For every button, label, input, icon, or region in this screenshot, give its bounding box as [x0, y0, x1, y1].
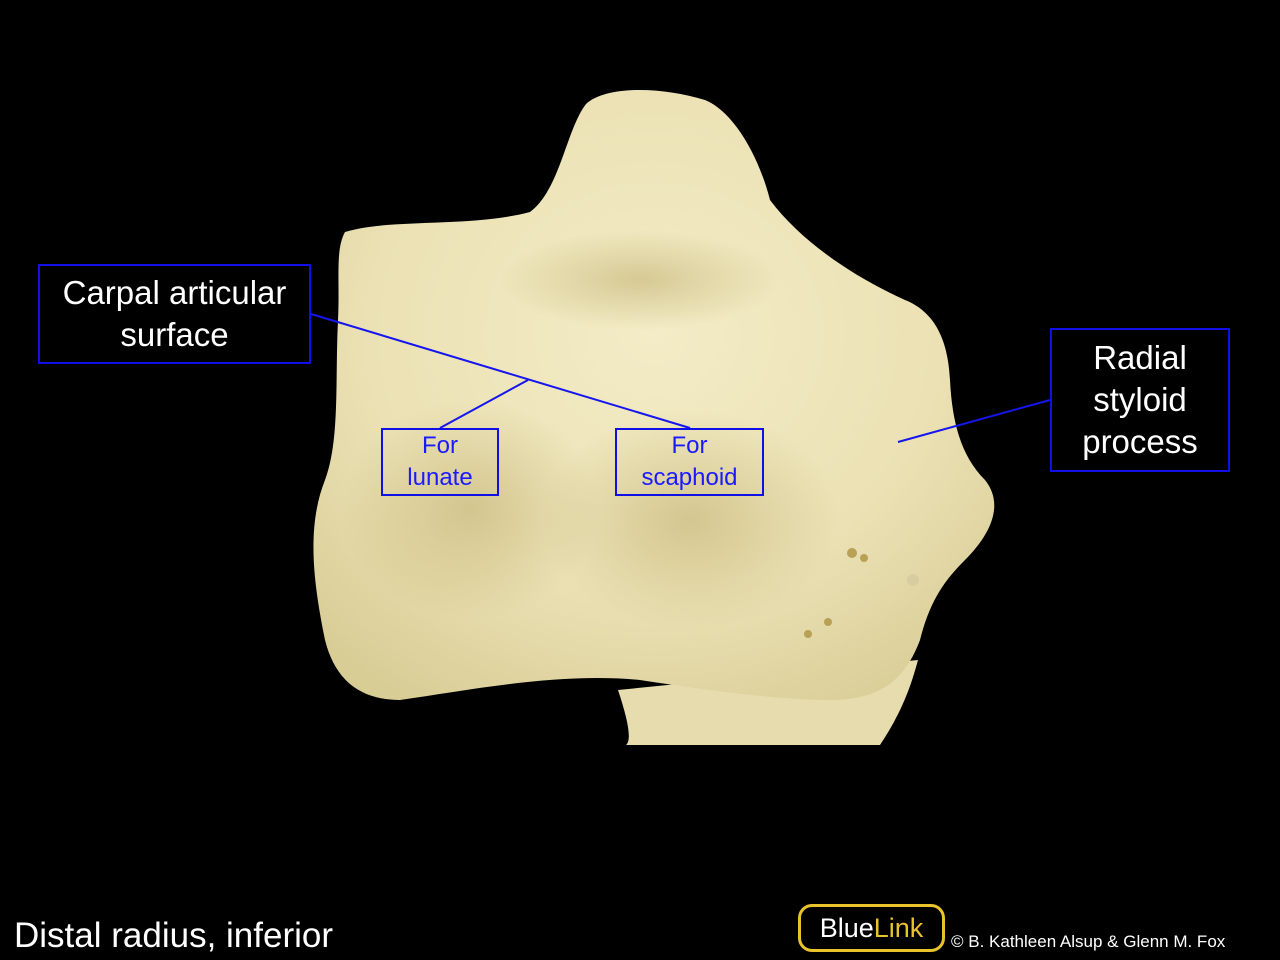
logo-text-blue: Blue	[819, 912, 874, 943]
bone-pit	[860, 554, 868, 562]
dorsal-ridge-shadow	[500, 230, 780, 330]
radial-styloid-process-text: Radial styloid process	[1082, 339, 1198, 460]
slide-caption: Distal radius, inferior	[14, 916, 333, 955]
bluelink-logo	[798, 904, 945, 952]
carpal-articular-surface-label	[38, 264, 311, 364]
radial-styloid-process-label	[1050, 328, 1230, 472]
bone-pit	[804, 630, 812, 638]
for-lunate-text: For lunate	[407, 432, 473, 491]
for-lunate-label	[381, 428, 499, 496]
copyright-notice: © B. Kathleen Alsup & Glenn M. Fox	[951, 932, 1226, 951]
bone-pit	[847, 548, 857, 558]
carpal-articular-surface-text: Carpal articular surface	[62, 274, 287, 353]
for-scaphoid-text: For scaphoid	[641, 432, 738, 491]
for-scaphoid-label	[615, 428, 764, 496]
bone-pit	[907, 574, 919, 586]
bone-pit	[824, 618, 832, 626]
logo-text-link: Link	[873, 912, 924, 943]
